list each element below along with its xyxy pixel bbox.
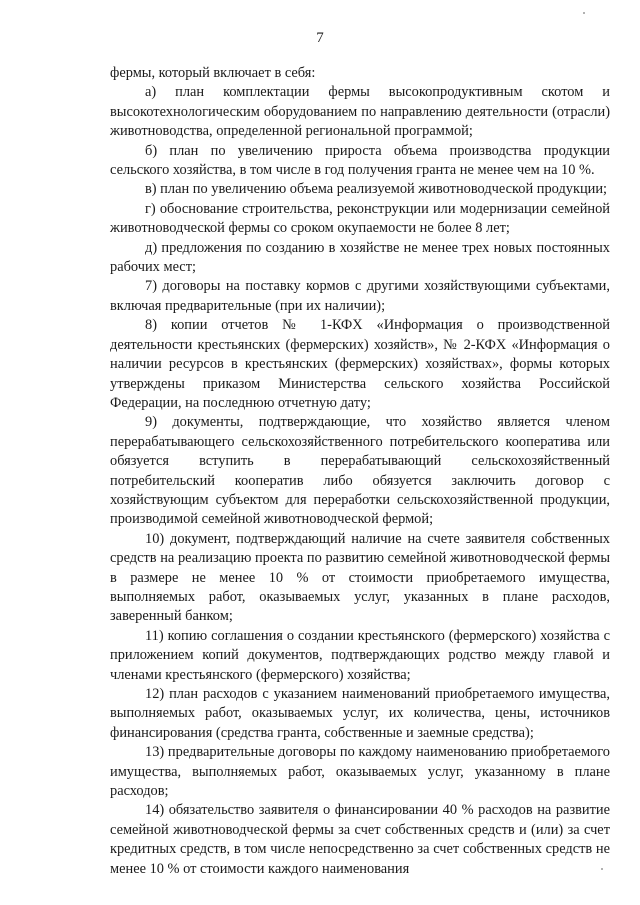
document-body [110, 64, 610, 879]
paragraph-item-10: 10) документ, подтверждающий наличие на счете заявителя собственных средств на реализацию проекта по развитию семейной животноводческой фермы в размере не менее 10 % от стоимости приобретаемого имущества, выполняемых работ, оказываемых услуг, указанных в плане расходов, заверенный банком; [110, 530, 610, 625]
paragraph-item-d: д) предложения по созданию в хозяйстве не менее трех новых постоянных рабочих мест; [110, 239, 610, 276]
scan-speck [583, 12, 585, 14]
paragraph-item-v: в) план по увеличению объема реализуемой животноводческой продукции; [145, 181, 608, 198]
paragraph-item-14: 14) обязательство заявителя о финансировании 40 % расходов на развитие семейной животноводческой фермы за счет собственных средств и (или) за счет кредитных средств, в том числе непосредственно за счет собственных средств не менее 10 % от стоимости каждого наименования [110, 802, 610, 877]
page-number: 7 [316, 30, 324, 46]
paragraph-item-8: 8) копии отчетов № 1-КФХ «Информация о производственной деятельности крестьянских (фермерских) хозяйств», № 2-КФХ «Информация о наличии ресурсов в крестьянских (фермерских) хозяйствах», формы которых утверждены приказом Министерства сельского хозяйства Российской Федерации, на последнюю отчетную дату; [110, 317, 610, 411]
scan-speck [601, 868, 603, 870]
paragraph-item-a: а) план комплектации фермы высокопродуктивным скотом и высокотехнологическим оборудованием по направлению деятельности (отрасли) животноводства, определенной региональной программой; [110, 84, 610, 140]
paragraph-item-12: 12) план расходов с указанием наименований приобретаемого имущества, выполняемых работ, оказываемых услуг, их количества, цены, источников финансирования (средства гранта, собственные и заемные средства); [110, 686, 610, 741]
paragraph-item-13: 13) предварительные договоры по каждому наименованию приобретаемого имущества, выполняемых работ, оказываемых услуг, указанному в плане расходов; [110, 744, 610, 800]
paragraph-item-7: 7) договоры на поставку кормов с другими хозяйствующими субъектами, включая предварительные (при их наличии); [110, 278, 610, 314]
paragraph-intro: фермы, который включает в себя: [110, 65, 316, 81]
paragraph-item-g: г) обоснование строительства, реконструкции или модернизации семейной животноводческой фермы со сроком окупаемости не более 8 лет; [110, 200, 610, 237]
paragraph-item-11: 11) копию соглашения о создании крестьянского (фермерского) хозяйства с приложением копий документов, подтверждающих родство между главой и членами крестьянского (фермерского) хозяйства; [110, 627, 610, 683]
paragraph-item-9: 9) документы, подтверждающие, что хозяйство является членом перерабатывающего сельскохозяйственного потребительского кооператива или обязуется вступить в перерабатывающий сельскохозяйственный потребительский кооператив либо обязуется заключить договор с хозяйствующим субъектом для переработки сельскохозяйственной продукции, производимой семейной животноводческой фермой; [110, 414, 610, 528]
paragraph-item-b: б) план по увеличению прироста объема производства продукции сельского хозяйства, в том числе в год получения гранта не менее чем на 10 %. [110, 142, 610, 179]
